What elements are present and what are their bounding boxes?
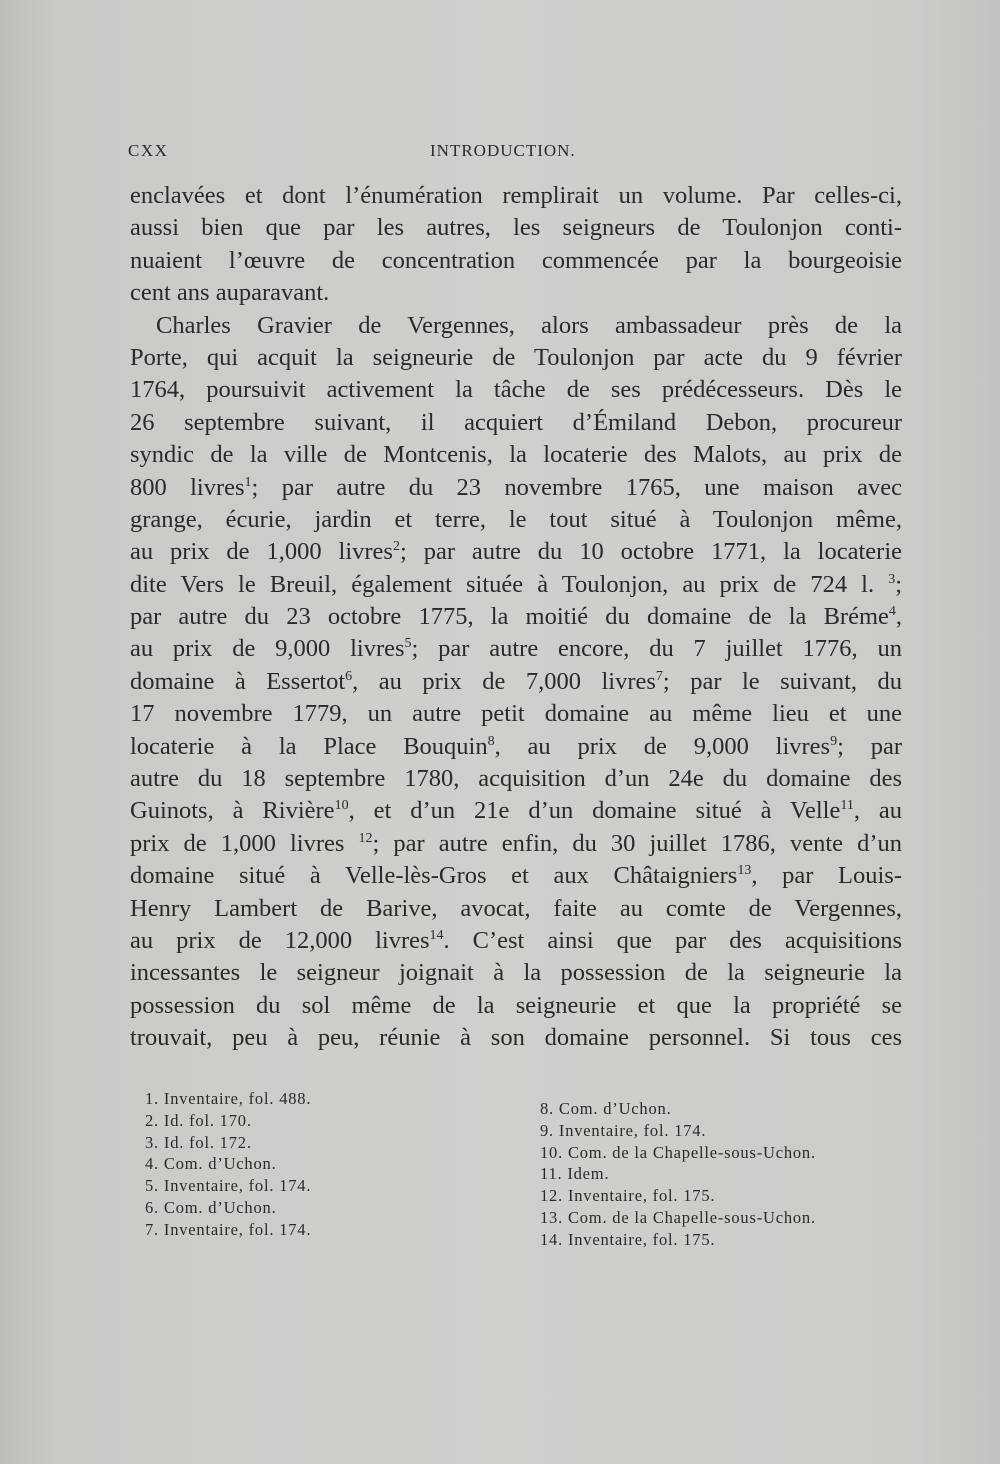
footnote-reference: 4 [888, 604, 896, 620]
footnote-reference: 5 [404, 636, 412, 652]
text-segment: , au prix de 7,000 livres [352, 667, 656, 695]
footnotes-left-column [145, 1088, 475, 1241]
text-segment: ; [895, 570, 902, 598]
text-segment: , au prix de 9,000 livres [494, 732, 831, 760]
text-line: enclavées et dont l’énumération remplirait un volume. Par celles-ci, [130, 182, 902, 209]
text-segment: au prix de 1,000 livres [130, 538, 393, 566]
text-segment: , [895, 603, 902, 631]
text-line: grange, écurie, jardin et terre, le tout situé à Toulonjon même, [130, 505, 902, 533]
text-line [130, 601, 902, 633]
text-segment: , au [853, 797, 903, 825]
text-segment: prix de 1,000 livres [130, 829, 359, 857]
footnote-reference: 1 [244, 474, 252, 490]
text-line: possession du sol même de la seigneurie et que la propriété se [130, 991, 902, 1019]
text-line [130, 925, 902, 957]
text-segment: ; par autre du 10 octobre 1771, la locaterie [399, 538, 902, 566]
footnote: 6. Com. d’Uchon. [145, 1197, 277, 1217]
footnote-reference: 12 [358, 830, 373, 846]
text-segment: dite Vers le Breuil, également située à Toulonjon, au prix de 724 l. [130, 570, 889, 598]
text-line [130, 633, 902, 665]
footnote-reference: 13 [737, 863, 752, 879]
text-line: 26 septembre suivant, il acquiert d’Émiland Debon, procureur [130, 408, 902, 436]
body-text [130, 180, 902, 1055]
text-segment: 800 livres [130, 473, 245, 501]
text-segment: au prix de 9,000 livres [130, 635, 405, 663]
footnote-reference: 10 [334, 798, 349, 814]
text-segment: ; par autre encore, du 7 juillet 1776, un [411, 635, 902, 663]
text-segment: au prix de 12,000 livres [130, 926, 430, 954]
text-line [130, 795, 902, 827]
footnote: 12. Inventaire, fol. 175. [540, 1186, 716, 1206]
footnote: 2. Id. fol. 170. [145, 1110, 252, 1130]
text-line [130, 666, 902, 698]
page-header [128, 141, 903, 165]
footnote: 7. Inventaire, fol. 174. [145, 1219, 312, 1239]
footnote: 4. Com. d’Uchon. [145, 1154, 277, 1174]
footnote: 14. Inventaire, fol. 175. [540, 1229, 716, 1249]
text-line [130, 472, 902, 504]
footnote-reference: 8 [487, 733, 495, 749]
text-segment: . C’est ainsi que par des acquisitions [443, 926, 902, 954]
text-segment: , par Louis- [751, 862, 902, 890]
footnote: 9. Inventaire, fol. 174. [540, 1120, 707, 1140]
text-line [130, 860, 902, 892]
footnote: 5. Inventaire, fol. 174. [145, 1176, 312, 1196]
text-line [130, 828, 902, 860]
footnote: 8. Com. d’Uchon. [540, 1099, 672, 1118]
text-line: 1764, poursuivit activement la tâche de ses prédécesseurs. Dès le [130, 376, 902, 404]
footnote-reference: 3 [888, 571, 896, 587]
text-segment: par autre du 23 octobre 1775, la moitié du domaine de la Bréme [130, 603, 889, 631]
text-line: nuaient l’œuvre de concentration commencée par la bourgeoisie [130, 246, 902, 274]
footnote: 3. Id. fol. 172. [145, 1132, 252, 1152]
footnote-reference: 2 [392, 539, 400, 555]
text-line [130, 536, 902, 568]
text-segment: ; par autre du 23 novembre 1765, une maison avec [251, 473, 902, 501]
text-line: syndic de la ville de Montcenis, la locaterie des Malots, au prix de [130, 441, 902, 469]
folio-number: CXX [128, 141, 169, 160]
text-line: 17 novembre 1779, un autre petit domaine au même lieu et une [130, 700, 902, 728]
footnote: 10. Com. de la Chapelle-sous-Uchon. [540, 1142, 816, 1162]
text-line: incessantes le seigneur joignait à la possession de la seigneurie la [130, 959, 902, 987]
footnote: 13. Com. de la Chapelle-sous-Uchon. [540, 1207, 816, 1227]
text-line: trouvait, peu à peu, réunie à son domaine personnel. Si tous ces [130, 1024, 902, 1052]
text-segment: , et d’un 21e d’un domaine situé à Velle [348, 797, 841, 825]
text-line [130, 569, 902, 601]
text-segment: ; par autre enfin, du 30 juillet 1786, vente d’un [372, 829, 902, 857]
footnote-reference: 14 [429, 927, 444, 943]
running-title: INTRODUCTION. [430, 141, 576, 160]
footnote: 11. Idem. [540, 1164, 610, 1184]
text-segment: Guinots, à Rivière [130, 797, 335, 825]
footnote-reference: 11 [840, 798, 854, 814]
text-segment: locaterie à la Place Bouquin [130, 732, 488, 760]
text-line: Henry Lambert de Barive, avocat, faite au comte de Vergennes, [130, 894, 902, 922]
footnote-reference: 9 [830, 733, 838, 749]
text-line: Porte, qui acquit la seigneurie de Toulonjon par acte du 9 février [130, 343, 902, 371]
text-line: cent ans auparavant. [130, 279, 330, 307]
text-line: aussi bien que par les autres, les seigneurs de Toulonjon conti- [130, 214, 902, 242]
footnotes-right-column [540, 1098, 920, 1251]
text-segment: domaine situé à Velle-lès-Gros et aux Châtaigniers [130, 862, 738, 890]
text-segment: ; par [837, 732, 902, 760]
footnote-reference: 6 [345, 668, 353, 684]
text-line: Charles Gravier de Vergennes, alors ambassadeur près de la [156, 311, 902, 339]
text-segment: domaine à Essertot [130, 667, 346, 695]
text-line: autre du 18 septembre 1780, acquisition d’un 24e du domaine des [130, 765, 902, 793]
text-line [130, 731, 902, 763]
footnote-reference: 7 [655, 668, 663, 684]
footnote: 1. Inventaire, fol. 488. [145, 1089, 312, 1108]
text-segment: ; par le suivant, du [662, 667, 902, 695]
